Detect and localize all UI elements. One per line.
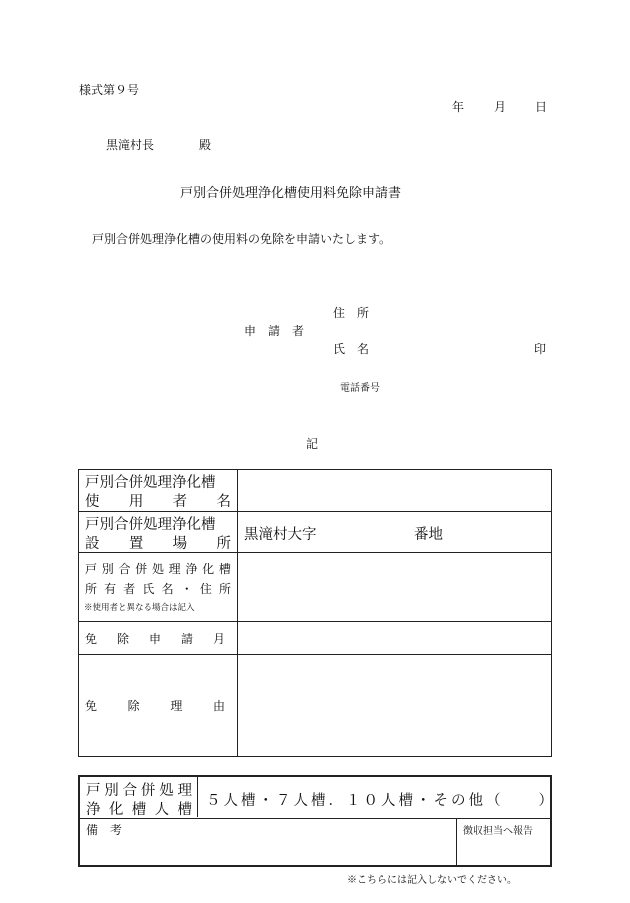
tank-options: ５人槽・７人槽．１０人槽・その他（ ） bbox=[206, 793, 556, 809]
owner-note: ※使用者と異なる場合は記入 bbox=[84, 603, 195, 613]
owner-label-line1: 戸 別 合 併 処 理 浄 化 槽 bbox=[85, 562, 231, 576]
seal-mark: 印 bbox=[534, 342, 547, 356]
report-label: 徴収担当へ報告 bbox=[463, 826, 533, 837]
user-label-line1: 戸別合併処理浄化槽 bbox=[85, 475, 216, 491]
location-value-suffix: 番地 bbox=[414, 527, 443, 543]
exemption-month-field[interactable] bbox=[238, 622, 552, 654]
location-label-line2: 設 置 場 所 bbox=[85, 536, 231, 552]
date-day-label: 日 bbox=[535, 100, 548, 114]
address-label: 住 所 bbox=[333, 306, 370, 320]
exemption-reason-field[interactable] bbox=[238, 655, 552, 757]
addressee-name: 黒滝村長 bbox=[106, 138, 155, 152]
intro-text: 戸別合併処理浄化槽の使用料の免除を申請いたします。 bbox=[92, 232, 392, 246]
row-divider bbox=[79, 511, 551, 512]
tank-label-line1: 戸 別 合 併 処 理 bbox=[86, 783, 192, 799]
user-label-line2: 使 用 者 名 bbox=[85, 494, 231, 510]
applicant-label: 申 請 者 bbox=[244, 324, 305, 338]
addressee-honorific: 殿 bbox=[199, 138, 212, 152]
tank-label-line2: 浄 化 槽 人 槽 bbox=[86, 802, 192, 818]
remarks-label: 備 考 bbox=[86, 823, 123, 837]
location-label-line1: 戸別合併処理浄化槽 bbox=[85, 517, 216, 533]
exemption-reason-label: 免 除 理 由 bbox=[85, 699, 225, 713]
location-value-prefix: 黒滝村大字 bbox=[244, 527, 317, 543]
date-month-label: 月 bbox=[494, 100, 507, 114]
owner-label-line2: 所 有 者 氏 名 ・ 住 所 bbox=[85, 582, 231, 596]
name-label: 氏 名 bbox=[333, 342, 370, 356]
application-table bbox=[78, 469, 552, 757]
phone-label: 電話番号 bbox=[340, 383, 380, 394]
date-year-label: 年 bbox=[452, 100, 465, 114]
form-number: 様式第９号 bbox=[79, 83, 140, 97]
user-name-field[interactable] bbox=[238, 470, 552, 511]
owner-field[interactable] bbox=[238, 553, 552, 621]
office-use-table bbox=[78, 775, 556, 867]
tank-column-divider bbox=[197, 777, 198, 817]
footnote: ※こちらには記入しないでください。 bbox=[347, 875, 517, 886]
ki-heading: 記 bbox=[306, 437, 319, 451]
report-column-divider bbox=[456, 818, 457, 865]
page-title: 戸別合併処理浄化槽使用料免除申請書 bbox=[180, 186, 402, 201]
exemption-month-label: 免 除 申 請 月 bbox=[85, 632, 225, 646]
